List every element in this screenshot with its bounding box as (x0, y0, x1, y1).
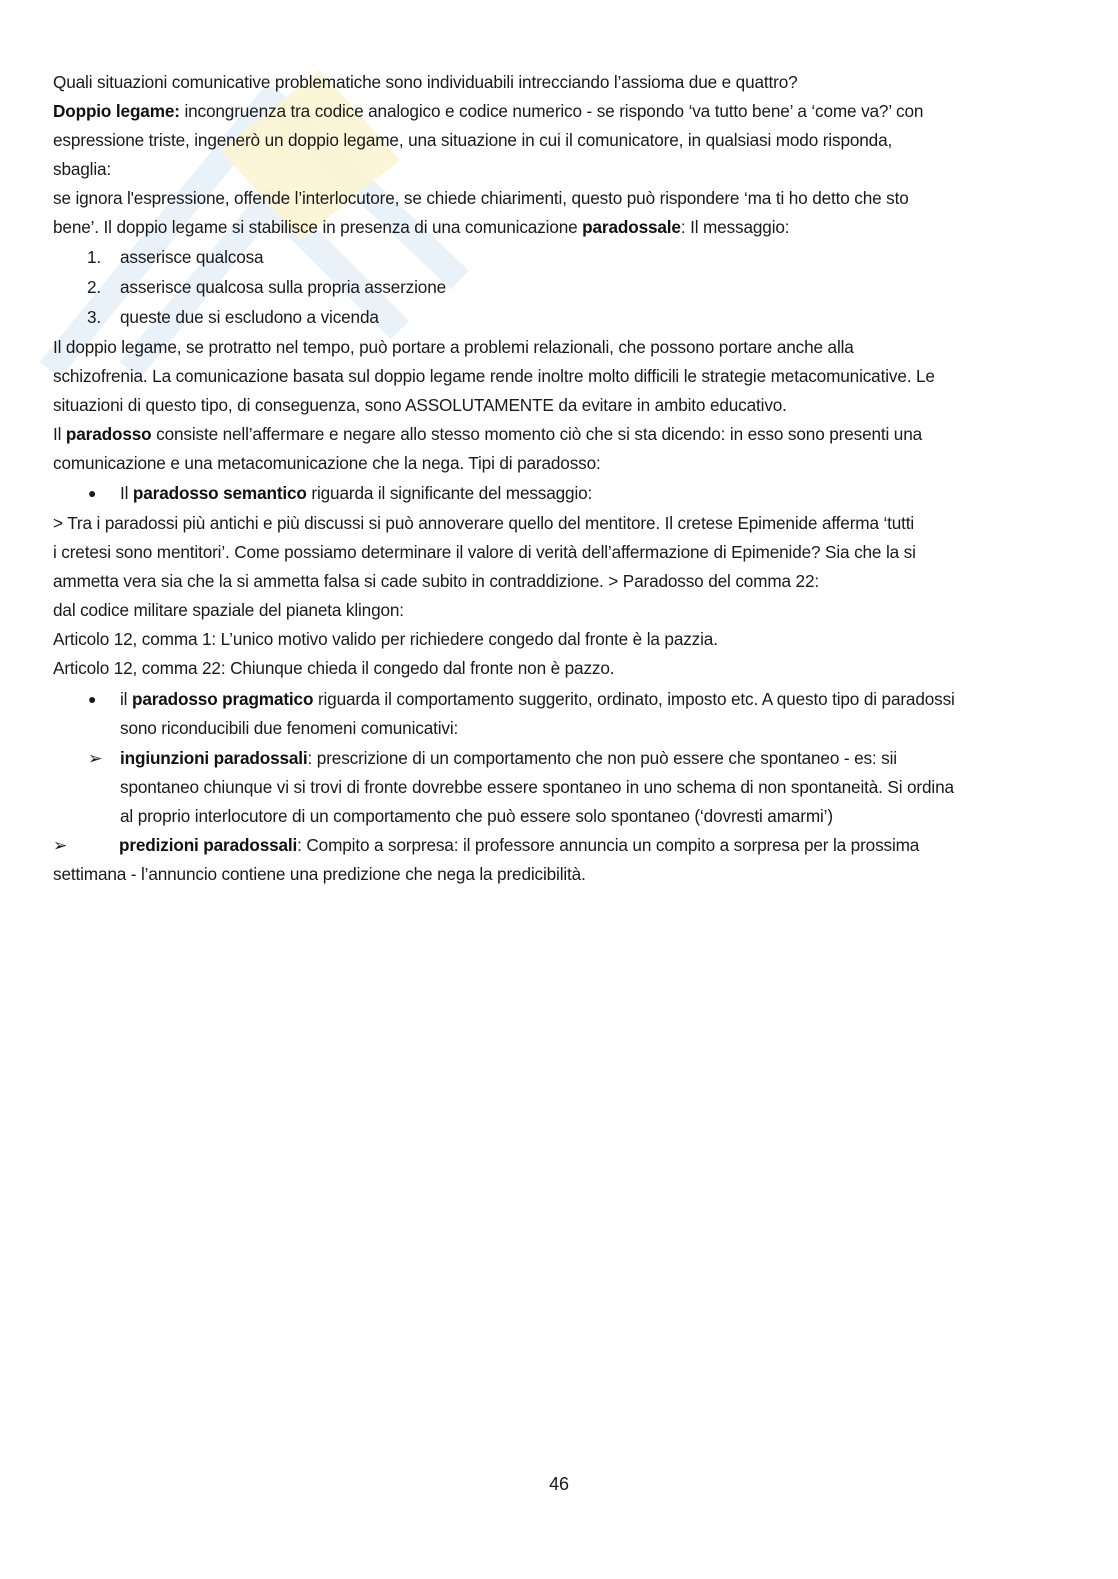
text-line (53, 511, 914, 535)
text-line (120, 804, 833, 828)
text-line (53, 598, 404, 622)
text-segment: : Compito a sorpresa: il professore annuncia un compito a sorpresa per la prossima (297, 835, 920, 855)
text-segment: asserisce qualcosa (120, 247, 264, 267)
text-segment: consiste nell’affermare e negare allo stesso momento ciò che si sta dicendo: in esso sono presenti una (151, 424, 923, 444)
text-segment: il (120, 689, 132, 709)
text-segment: : Il messaggio: (680, 217, 790, 237)
text-line (53, 215, 789, 239)
text-segment: se ignora l'espressione, offende l’interlocutore, se chiede chiarimenti, questo può rispondere ‘ma ti ho detto che sto (53, 188, 909, 208)
text-segment: queste due si escludono a vicenda (120, 307, 379, 327)
text-segment: espressione triste, ingenerò un doppio legame, una situazione in cui il comunicatore, in qualsiasi modo risponda, (53, 130, 893, 150)
text-segment: riguarda il comportamento suggerito, ordinato, imposto etc. A questo tipo di paradossi (313, 689, 955, 709)
page-number: 46 (549, 1474, 569, 1494)
text-segment: asserisce qualcosa sulla propria asserzione (120, 277, 447, 297)
list-number: 2. (87, 277, 102, 297)
text-line (53, 186, 909, 210)
bullet-icon: ● (88, 485, 97, 501)
text-segment: incongruenza tra codice analogico e codice numerico - se rispondo ‘va tutto bene’ a ‘come va?’ con (179, 101, 924, 121)
text-line (53, 364, 935, 388)
bold-term: paradosso pragmatico (131, 689, 314, 709)
text-segment: al proprio interlocutore di un comportamento che può essere solo spontaneo (‘dovresti amarmi’) (120, 806, 833, 826)
text-line (53, 451, 601, 475)
text-line (53, 422, 922, 446)
text-segment: Il doppio legame, se protratto nel tempo, può portare a problemi relazionali, che possono portare anche alla (53, 337, 854, 357)
text-line (120, 481, 592, 505)
text-segment: riguarda il significante del messaggio: (306, 483, 593, 503)
text-line (53, 569, 819, 593)
text-line (53, 157, 111, 181)
text-segment: : prescrizione di un comportamento che non può essere che spontaneo - es: sii (307, 748, 897, 768)
text-segment: sono riconducibili due fenomeni comunicativi: (120, 718, 459, 738)
text-segment: situazioni di questo tipo, di conseguenza, sono ASSOLUTAMENTE da evitare in ambito educativo. (53, 395, 787, 415)
text-line (53, 99, 923, 123)
text-segment: Il (53, 424, 66, 444)
text-segment: Articolo 12, comma 22: Chiunque chieda il congedo dal fronte non è pazzo. (53, 658, 615, 678)
text-line (120, 687, 955, 711)
text-segment: sbaglia: (53, 159, 112, 179)
bold-term: paradosso semantico (132, 483, 307, 503)
text-line (53, 393, 787, 417)
text-line (53, 335, 854, 359)
text-line (53, 70, 798, 94)
text-line (120, 305, 379, 329)
arrow-bullet-icon: ➢ (88, 748, 103, 768)
list-number: 1. (87, 247, 102, 267)
text-segment: dal codice militare spaziale del pianeta klingon: (53, 600, 404, 620)
text-line (120, 746, 897, 770)
text-line (120, 275, 446, 299)
text-line (119, 833, 919, 857)
text-segment: Articolo 12, comma 1: L’unico motivo valido per richiedere congedo dal fronte è la pazzia. (53, 629, 718, 649)
bold-term: predizioni paradossali (119, 835, 298, 855)
text-segment: bene’. Il doppio legame si stabilisce in presenza di una comunicazione (53, 217, 583, 237)
text-segment: settimana - l’annuncio contiene una predizione che nega la predicibilità. (53, 864, 586, 884)
text-segment: comunicazione e una metacomunicazione che la nega. Tipi di paradosso: (53, 453, 601, 473)
text-line (53, 656, 614, 680)
bold-term: paradossale (582, 217, 681, 237)
text-segment: ammetta vera sia che la si ammetta falsa si cade subito in contraddizione. > Paradosso del comma 22: (53, 571, 819, 591)
text-segment: i cretesi sono mentitori’. Come possiamo determinare il valore di verità dell’affermazione di Epimenide? Sia che la si (53, 542, 916, 562)
arrow-bullet-icon: ➢ (53, 835, 68, 855)
text-line (120, 716, 458, 740)
bold-term: ingiunzioni paradossali (120, 748, 308, 768)
text-segment: > Tra i paradossi più antichi e più discussi si può annoverare quello del mentitore. Il cretese Epimenide afferma ‘tutti (53, 513, 915, 533)
text-segment: schizofrenia. La comunicazione basata sul doppio legame rende inoltre molto difficili le strategie metacomunicative. Le (53, 366, 935, 386)
bold-term: Doppio legame: (53, 101, 180, 121)
bold-term: paradosso (65, 424, 152, 444)
text-segment: Quali situazioni comunicative problematiche sono individuabili intrecciando l’assioma due e quattro? (53, 72, 798, 92)
text-line (120, 775, 954, 799)
text-line (53, 862, 586, 886)
bullet-icon: ● (88, 691, 97, 707)
text-line (53, 540, 916, 564)
text-line (120, 245, 263, 269)
text-line (53, 128, 892, 152)
list-number: 3. (87, 307, 102, 327)
text-line (53, 627, 718, 651)
text-segment: spontaneo chiunque vi si trovi di fronte dovrebbe essere spontaneo in uno schema di non spontaneità. Si ordina (120, 777, 954, 797)
text-segment: Il (120, 483, 133, 503)
